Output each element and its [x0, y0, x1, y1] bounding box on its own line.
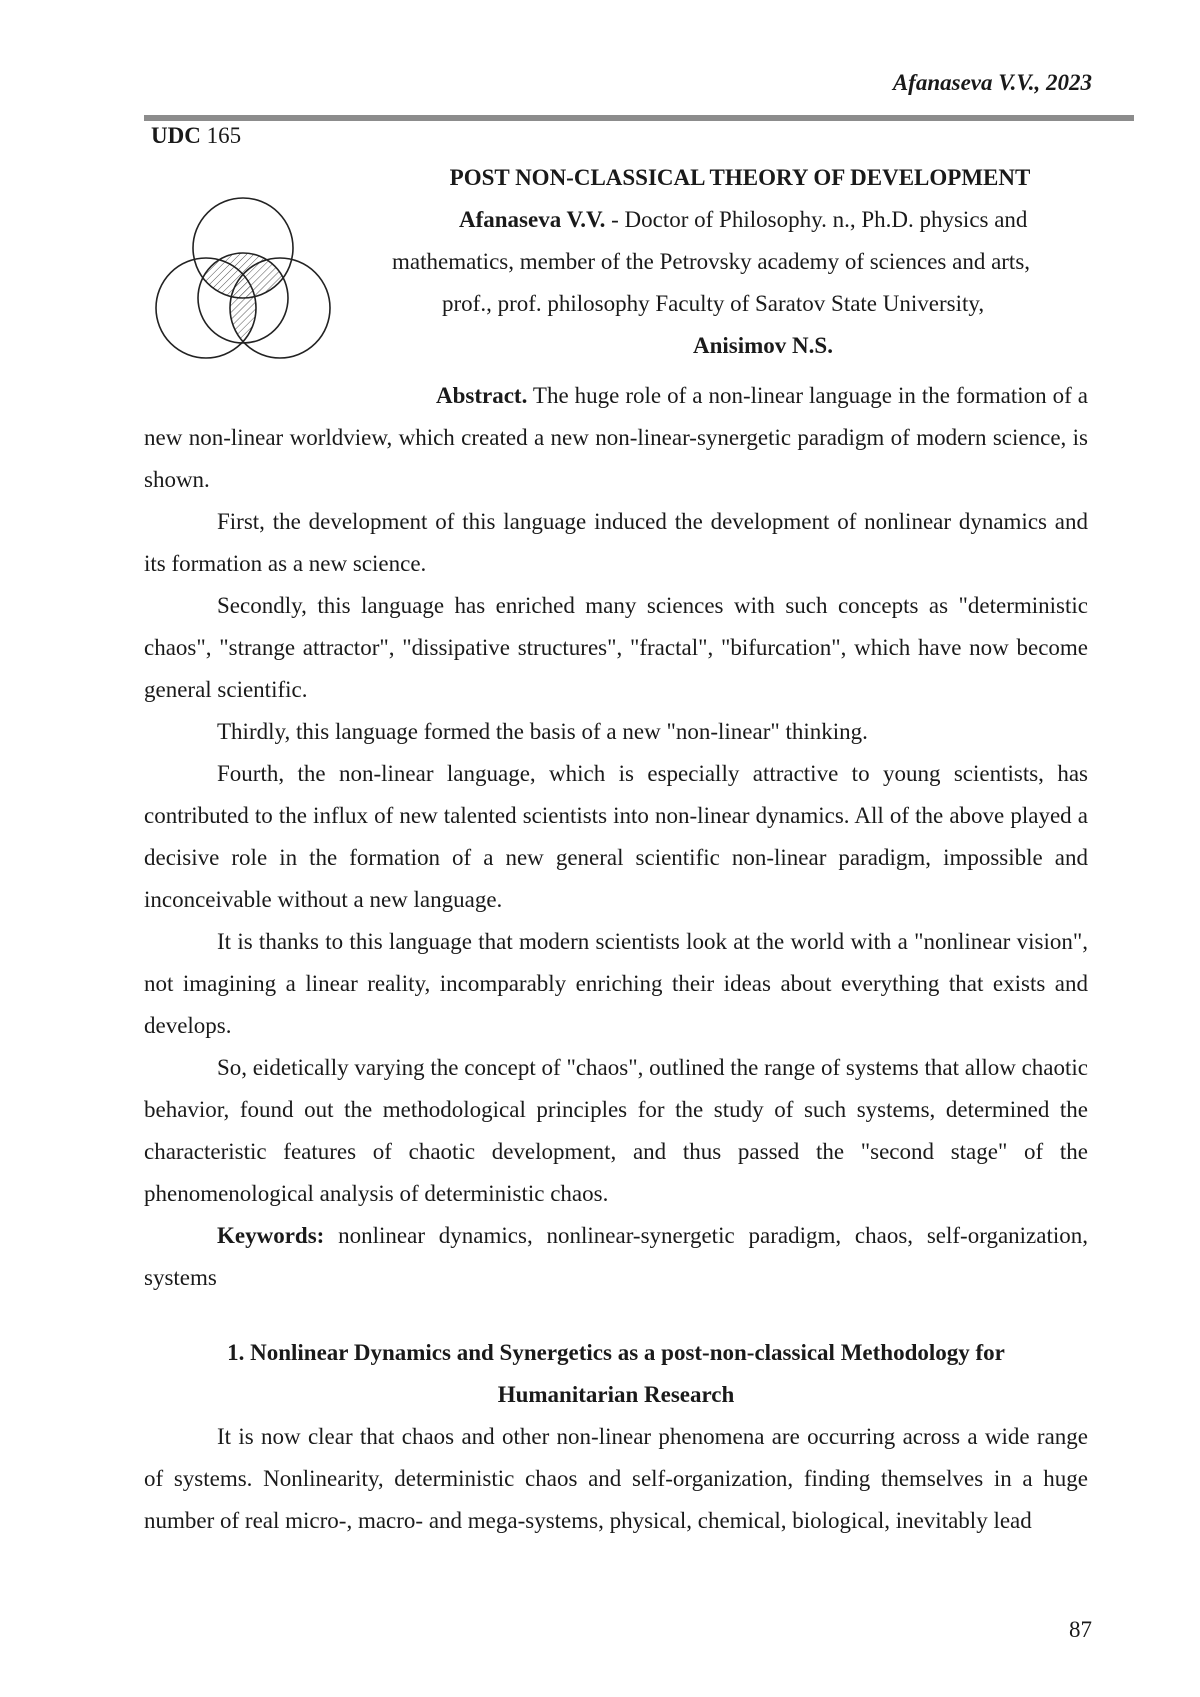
section-1-paragraph: It is now clear that chaos and other non-linear phenomena are occurring across a wide range of systems. Nonlinearity, deterministic chaos and self-organization, finding themselves in a huge number of real micro-, macro- and mega-systems, physical, chemical, biological, inevitably lead [144, 1424, 1088, 1533]
page-number: 87 [1069, 1617, 1092, 1642]
paragraph-4: Fourth, the non-linear language, which is especially attractive to young scientists, has contributed to the influx of new talented scientists into non-linear dynamics. All of the above played a decisive role in the formation of a new general scientific non-linear paradigm, impossible and inconceivable without a new language. [144, 761, 1088, 912]
keywords-paragraph [144, 1215, 1088, 1299]
section-1-body [144, 1416, 1088, 1542]
paragraph-2: Secondly, this language has enriched many sciences with such concepts as "deterministic chaos", "strange attractor", "dissipative structures", "fractal", "bifurcation", which have now become general scientific. [144, 593, 1088, 702]
abstract-paragraph [144, 375, 1088, 501]
author1-name: Afanaseva V.V. [459, 207, 606, 232]
running-head: Afanaseva V.V., 2023 [892, 70, 1092, 95]
paragraph-6: So, eidetically varying the concept of "chaos", outlined the range of systems that allow chaotic behavior, found out the methodological principles for the study of such systems, determined the characteristic features of chaotic development, and thus passed the "second stage" of the phenomenological analysis of deterministic chaos. [144, 1055, 1088, 1206]
author1-line3: prof., prof. philosophy Faculty of Saratov State University, [442, 291, 985, 316]
keywords-text: nonlinear dynamics, nonlinear-synergetic paradigm, chaos, self-organization, systems [144, 1223, 1088, 1290]
udc-value: 165 [206, 123, 242, 148]
paragraph-3: Thirdly, this language formed the basis of a new "non-linear" thinking. [217, 719, 868, 744]
abstract-block [144, 375, 1088, 501]
author1-line1 [459, 207, 1027, 233]
author2-name: Anisimov N.S. [693, 333, 833, 358]
abstract-label: Abstract. [436, 383, 528, 408]
abstract-text: The huge role of a non-linear language in the formation of a new non-linear worldview, which created a new non-linear-synergetic paradigm of modern science, is shown. [144, 383, 1088, 492]
abstract-paragraphs [144, 501, 1088, 1299]
keywords-label: Keywords: [217, 1223, 325, 1248]
header-rule [144, 115, 1134, 121]
author1-credentials: - Doctor of Philosophy. n., Ph.D. physics and [605, 207, 1028, 232]
udc-label: UDC [151, 123, 201, 148]
paragraph-1: First, the development of this language induced the development of nonlinear dynamics and its formation as a new science. [144, 509, 1088, 576]
three-circles-logo-icon [148, 190, 338, 370]
section-1-title [144, 1332, 1088, 1416]
paragraph-5: It is thanks to this language that modern scientists look at the world with a "nonlinear vision", not imagining a linear reality, incomparably enriching their ideas about everything that exists and develops. [144, 929, 1088, 1038]
section-1-heading: 1. Nonlinear Dynamics and Synergetics as a post-non-classical Methodology for Humanitarian Research [227, 1340, 1005, 1407]
author1-line2: mathematics, member of the Petrovsky academy of sciences and arts, [392, 249, 1031, 274]
paper-title: POST NON-CLASSICAL THEORY OF DEVELOPMENT [449, 165, 1031, 190]
udc-code [151, 123, 241, 149]
